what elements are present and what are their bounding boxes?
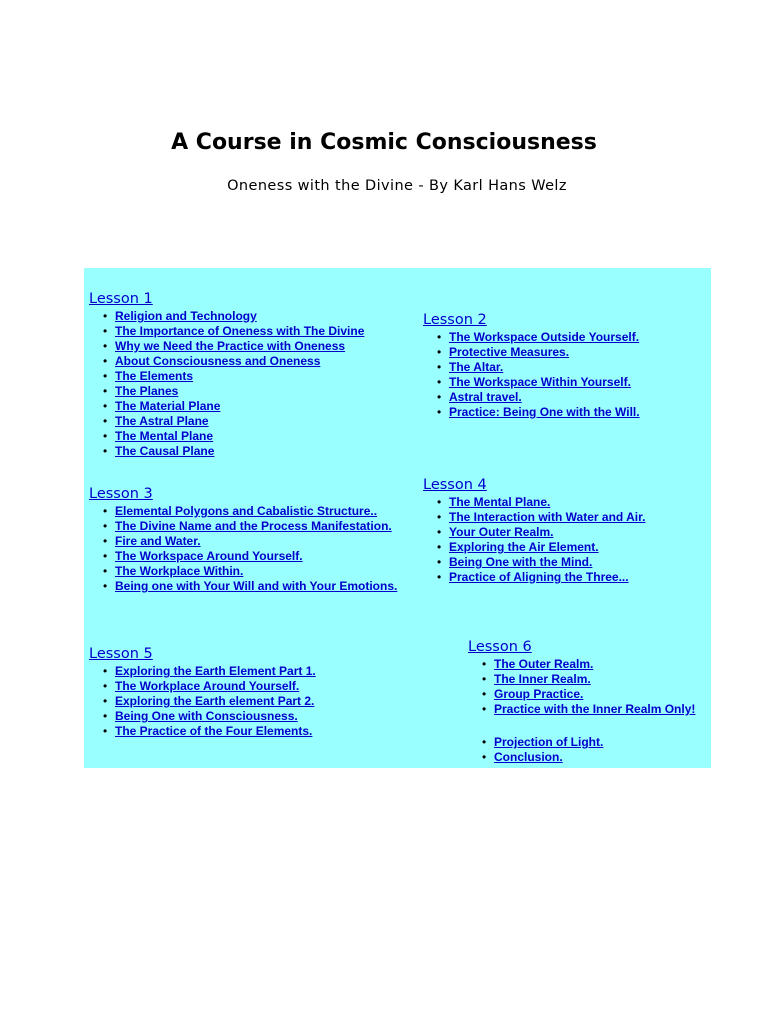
lesson-3-title-link[interactable]: Lesson 3 [89,486,153,502]
page-title: A Course in Cosmic Consciousness [171,130,597,155]
topic-link[interactable]: The Workspace Outside Yourself. [449,330,640,344]
lesson-2-topics [423,330,640,420]
lesson-1 [89,291,364,459]
list-item [437,525,645,540]
topic-link[interactable]: Being One with Consciousness. [115,709,298,723]
list-item [103,354,364,369]
lesson-6-title-link[interactable]: Lesson 6 [468,639,532,655]
topic-link[interactable]: The Elements [115,369,194,383]
lesson-4-topics [423,495,645,585]
topic-link[interactable]: The Material Plane [115,399,221,413]
lesson-2 [423,312,640,420]
list-item [482,687,695,702]
topic-link[interactable]: The Interaction with Water and Air. [449,510,646,524]
list-item [437,375,640,390]
list-item [103,534,397,549]
list-item [103,549,397,564]
topic-link[interactable]: Elemental Polygons and Cabalistic Structure.. [115,504,378,518]
topic-link[interactable]: Protective Measures. [449,345,570,359]
topic-link[interactable]: The Workspace Within Yourself. [449,375,631,389]
topic-link[interactable]: Exploring the Earth element Part 2. [115,694,315,708]
topic-link[interactable]: Practice of Aligning the Three... [449,570,629,584]
lesson-4-title-link[interactable]: Lesson 4 [423,477,487,493]
topic-link[interactable]: The Workspace Around Yourself. [115,549,303,563]
topic-link[interactable]: The Mental Plane [115,429,214,443]
list-item [437,540,645,555]
topic-link[interactable]: About Consciousness and Oneness [115,354,321,368]
list-item [437,360,640,375]
list-item [103,709,316,724]
topic-link[interactable]: The Inner Realm. [494,672,591,686]
topic-link[interactable]: The Divine Name and the Process Manifestation. [115,519,392,533]
list-item [437,510,645,525]
list-item [103,519,397,534]
list-item [482,672,695,687]
list-item [437,555,645,570]
topic-link[interactable]: Being one with Your Will and with Your Emotions. [115,579,398,593]
list-item [103,579,397,594]
list-item [103,724,316,739]
topic-link[interactable]: The Importance of Oneness with The Divine [115,324,365,338]
list-item [103,339,364,354]
list-item [103,309,364,324]
list-item [482,657,695,672]
topic-link[interactable]: The Mental Plane. [449,495,551,509]
lesson-5-title-link[interactable]: Lesson 5 [89,646,153,662]
list-item [103,324,364,339]
list-item [103,414,364,429]
topic-link[interactable]: Group Practice. [494,687,584,701]
topic-link[interactable]: The Outer Realm. [494,657,594,671]
lesson-6-topics [468,657,695,765]
list-item [437,570,645,585]
lesson-3 [89,486,397,594]
list-item [437,495,645,510]
topic-link[interactable]: The Planes [115,384,179,398]
lesson-2-title-link[interactable]: Lesson 2 [423,312,487,328]
list-item [482,735,695,750]
topic-link[interactable]: Your Outer Realm. [449,525,554,539]
list-item [103,384,364,399]
topic-link[interactable]: Fire and Water. [115,534,201,548]
topic-link[interactable]: The Workplace Within. [115,564,244,578]
topic-link[interactable]: The Workplace Around Yourself. [115,679,300,693]
lesson-6 [468,639,695,765]
topic-link[interactable]: Practice with the Inner Realm Only! [494,702,696,716]
list-item [103,444,364,459]
topic-link[interactable]: Religion and Technology [115,309,257,323]
topic-link[interactable]: Astral travel. [449,390,522,404]
lesson-5 [89,646,316,739]
list-item [103,369,364,384]
topic-link[interactable]: The Practice of the Four Elements. [115,724,313,738]
lesson-3-topics [89,504,397,594]
topic-link[interactable]: The Causal Plane [115,444,215,458]
topic-link[interactable]: Exploring the Air Element. [449,540,599,554]
page-subtitle: Oneness with the Divine - By Karl Hans Welz [227,178,567,194]
topic-link[interactable]: Practice: Being One with the Will. [449,405,640,419]
list-item [437,345,640,360]
topic-link[interactable]: Conclusion. [494,750,563,764]
list-item [103,399,364,414]
list-item [103,429,364,444]
list-item [482,750,695,765]
list-item [437,330,640,345]
list-item [103,694,316,709]
topic-link[interactable]: Exploring the Earth Element Part 1. [115,664,316,678]
topic-link[interactable]: Projection of Light. [494,735,604,749]
list-item [437,390,640,405]
list-item [103,504,397,519]
lesson-5-topics [89,664,316,739]
lesson-1-topics [89,309,364,459]
list-item [103,564,397,579]
lessons-panel [84,268,711,768]
topic-link[interactable]: The Astral Plane [115,414,209,428]
list-item [103,664,316,679]
lesson-1-title-link[interactable]: Lesson 1 [89,291,153,307]
list-item [437,405,640,420]
list-item [482,702,695,717]
lesson-4 [423,477,645,585]
list-item [103,679,316,694]
topic-link[interactable]: The Altar. [449,360,504,374]
topic-link[interactable]: Why we Need the Practice with Oneness [115,339,346,353]
topic-link[interactable]: Being One with the Mind. [449,555,593,569]
